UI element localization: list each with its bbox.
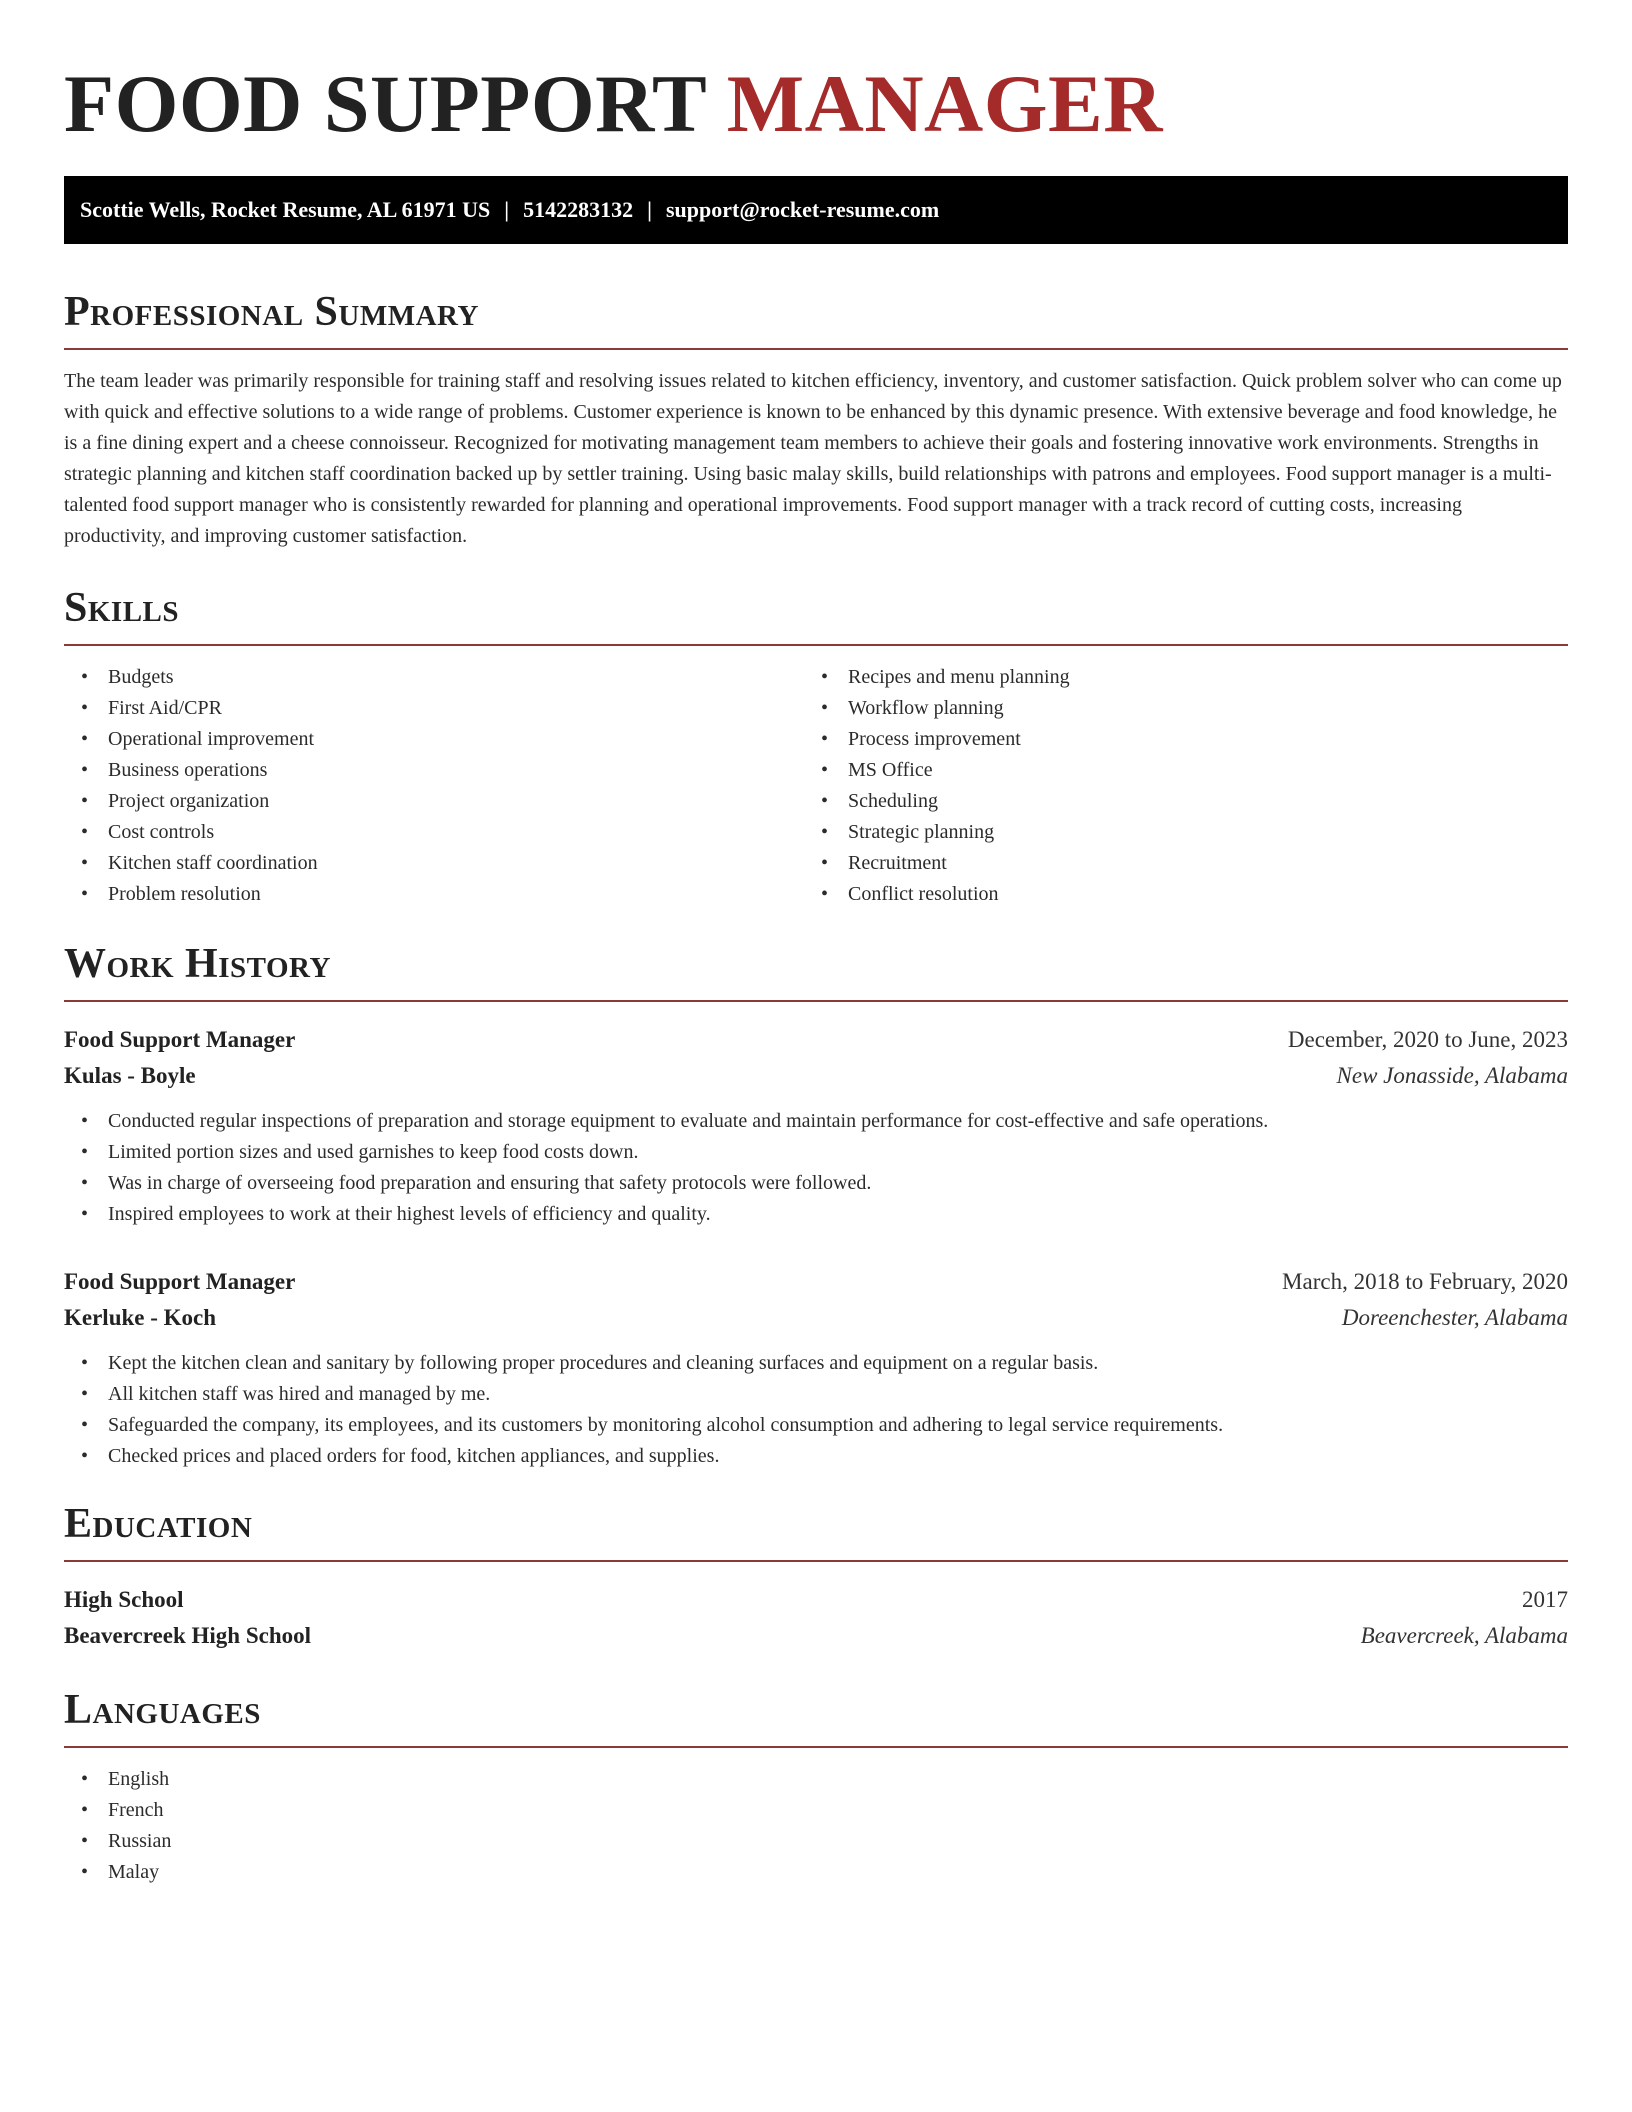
- education-entry: [64, 1582, 1568, 1654]
- job-company-row: [64, 1300, 1568, 1336]
- languages-list: [64, 1764, 1568, 1888]
- education-heading: Education: [64, 1501, 253, 1547]
- skill-item: • Cost controls: [64, 817, 804, 848]
- job-duties-list: [64, 1348, 1568, 1472]
- summary-text: The team leader was primarily responsible for training staff and resolving issues related to kitchen efficiency, inventory, and customer satisfaction. Quick problem solver who can come up with quick and effective solutions to a wide range of problems. Customer experience is known to be enhanced by this dynamic presence. With extensive beverage and food knowledge, he is a fine dining expert and a cheese connoisseur. Recognized for motivating management team members to achieve their goals and fostering innovative work environments. Strengths in strategic planning and kitchen staff coordination backed up by settler training. Using basic malay skills, build relationships with patrons and employees. Food support manager is a multi-talented food support manager who is consistently rewarded for planning and operational improvements. Food support manager with a track record of cutting costs, increasing productivity, and improving customer satisfaction.: [64, 370, 1562, 547]
- skill-item: • Business operations: [64, 755, 804, 786]
- job-entry: [64, 1264, 1568, 1472]
- language-item: • English: [64, 1764, 1568, 1795]
- job-duties-list: [64, 1106, 1568, 1230]
- language-item: • Malay: [64, 1857, 1568, 1888]
- job-title-row: [64, 1264, 1568, 1300]
- job-entry: [64, 1022, 1568, 1230]
- skill-item: • Process improvement: [804, 724, 1544, 755]
- skill-item: • Conflict resolution: [804, 879, 1544, 910]
- contact-email: support@rocket-resume.com: [665, 197, 940, 222]
- education-school: Beavercreek High School: [64, 1623, 312, 1648]
- skill-item: • Kitchen staff coordination: [64, 848, 804, 879]
- skills-heading: Skills: [64, 585, 180, 631]
- resume-title: [64, 56, 1568, 152]
- job-duty: • Checked prices and placed orders for food, kitchen appliances, and supplies.: [64, 1441, 1568, 1472]
- contact-separator: |: [647, 197, 652, 222]
- education-location: Beavercreek, Alabama: [1360, 1623, 1568, 1648]
- section-divider: [64, 644, 1568, 646]
- job-company: Kulas - Boyle: [64, 1063, 196, 1088]
- education-degree-row: [64, 1582, 1568, 1618]
- education-year: 2017: [1522, 1587, 1568, 1612]
- job-company: Kerluke - Koch: [64, 1305, 217, 1330]
- skill-item: • Project organization: [64, 786, 804, 817]
- contact-bar: [64, 176, 1568, 244]
- contact-address: Scottie Wells, Rocket Resume, AL 61971 US: [80, 197, 491, 222]
- skills-list-left: [64, 662, 804, 910]
- summary-heading: Professional Summary: [64, 289, 479, 335]
- job-title: Food Support Manager: [64, 1027, 296, 1052]
- skill-item: • Strategic planning: [804, 817, 1544, 848]
- language-item: • Russian: [64, 1826, 1568, 1857]
- skill-item: • Scheduling: [804, 786, 1544, 817]
- job-dates: March, 2018 to February, 2020: [1282, 1269, 1568, 1294]
- skills-columns: [64, 662, 1568, 910]
- job-dates: December, 2020 to June, 2023: [1287, 1027, 1568, 1052]
- skill-item: • Budgets: [64, 662, 804, 693]
- work-history-heading: Work History: [64, 941, 331, 987]
- title-accent: MANAGER: [726, 58, 1163, 149]
- skill-item: • Recipes and menu planning: [804, 662, 1544, 693]
- resume-page: [64, 0, 1568, 1888]
- job-duty: • Limited portion sizes and used garnishes to keep food costs down.: [64, 1137, 1568, 1168]
- contact-separator: |: [504, 197, 510, 222]
- skills-list-right: [804, 662, 1544, 910]
- job-title: Food Support Manager: [64, 1269, 296, 1294]
- skill-item: • Problem resolution: [64, 879, 804, 910]
- contact-phone: 5142283132: [523, 197, 634, 222]
- job-duty: • Safeguarded the company, its employees, and its customers by monitoring alcohol consumption and adhering to legal service requirements.: [64, 1410, 1568, 1441]
- skill-item: • Operational improvement: [64, 724, 804, 755]
- job-location: Doreenchester, Alabama: [1341, 1305, 1568, 1330]
- job-duty: • Was in charge of overseeing food preparation and ensuring that safety protocols were followed.: [64, 1168, 1568, 1199]
- job-location: New Jonasside, Alabama: [1336, 1063, 1568, 1088]
- language-item: • French: [64, 1795, 1568, 1826]
- languages-heading: Languages: [64, 1687, 261, 1733]
- skills-column-right: [804, 662, 1544, 910]
- job-duty: • Inspired employees to work at their highest levels of efficiency and quality.: [64, 1199, 1568, 1230]
- section-divider: [64, 1746, 1568, 1748]
- title-main: FOOD SUPPORT: [64, 58, 706, 149]
- skill-item: • Workflow planning: [804, 693, 1544, 724]
- skill-item: • First Aid/CPR: [64, 693, 804, 724]
- education-school-row: [64, 1618, 1568, 1654]
- section-divider: [64, 348, 1568, 350]
- job-duty: • All kitchen staff was hired and managed by me.: [64, 1379, 1568, 1410]
- skill-item: • MS Office: [804, 755, 1544, 786]
- job-duty: • Kept the kitchen clean and sanitary by following proper procedures and cleaning surfaces and equipment on a regular basis.: [64, 1348, 1568, 1379]
- section-divider: [64, 1560, 1568, 1562]
- job-company-row: [64, 1058, 1568, 1094]
- section-divider: [64, 1000, 1568, 1002]
- job-duty: • Conducted regular inspections of preparation and storage equipment to evaluate and maintain performance for cost-effective and safe operations.: [64, 1106, 1568, 1137]
- skill-item: • Recruitment: [804, 848, 1544, 879]
- education-degree: High School: [64, 1587, 184, 1612]
- job-title-row: [64, 1022, 1568, 1058]
- skills-column-left: [64, 662, 804, 910]
